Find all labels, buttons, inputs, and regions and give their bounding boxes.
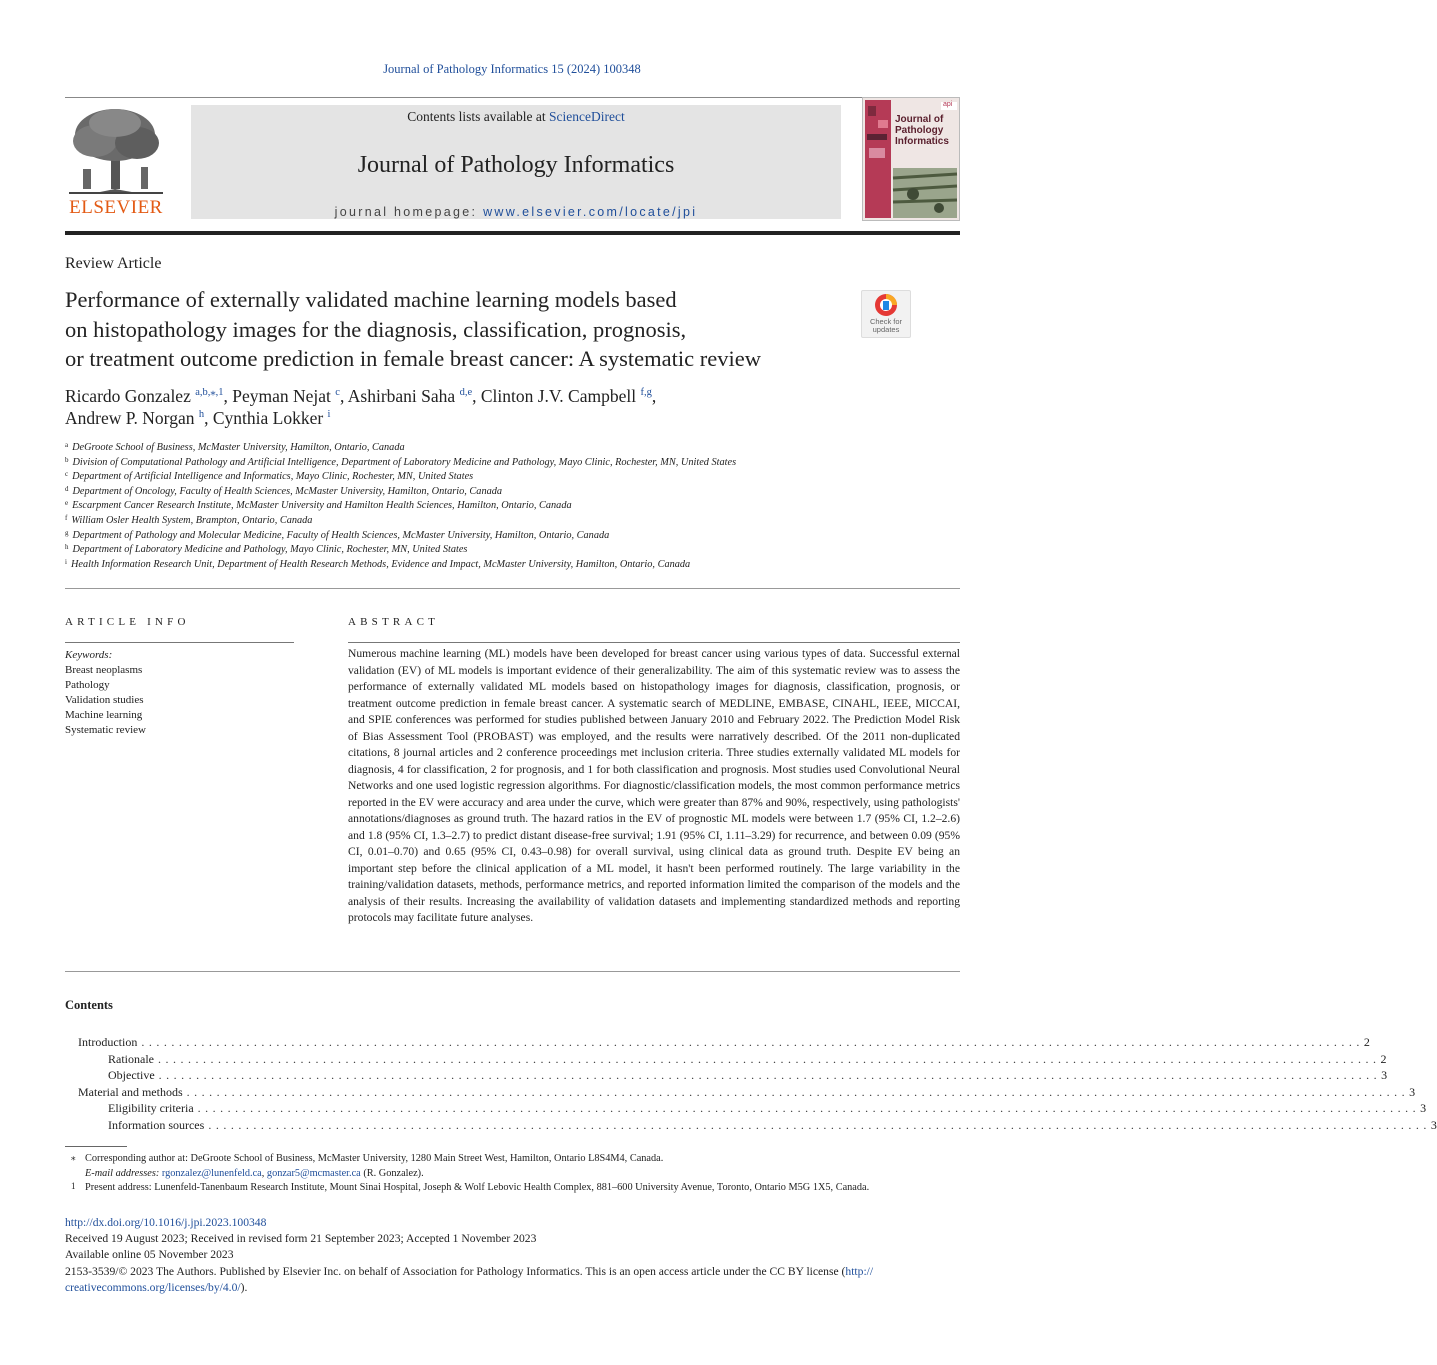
toc-leader: ................................................................................................................................................................... xyxy=(208,1117,1431,1132)
author-affiliation-marks[interactable]: d,e xyxy=(459,387,473,398)
affiliation-mark: d xyxy=(65,484,69,493)
toc-page: 3 xyxy=(1420,1101,1427,1116)
footnote-text: Present address: Lunenfeld-Tanenbaum Research Institute, Mount Sinai Hospital, Joseph & Wolf Lebovic Health Complex, 881–600 University Avenue, Toronto, Ontario M5G 1X5, Canada. xyxy=(85,1182,870,1194)
toc-item[interactable] xyxy=(78,1034,1370,1051)
check-updates-icon xyxy=(862,291,910,319)
toc-label[interactable]: Objective xyxy=(108,1067,159,1084)
article-info-heading: ARTICLE INFO xyxy=(65,616,190,628)
affiliation xyxy=(65,558,960,573)
author-name: Ashirbani Saha xyxy=(347,386,456,406)
license-suffix: ). xyxy=(240,1280,248,1294)
affiliation xyxy=(65,543,960,558)
affiliation-mark: e xyxy=(65,499,69,508)
publication-info xyxy=(65,1215,960,1296)
table-of-contents xyxy=(78,1034,1437,1134)
author-affiliation-marks[interactable]: i xyxy=(327,409,331,420)
affiliation-text: Health Information Research Unit, Department of Health Research Methods, Evidence and Impact, McMaster University, Hamilton, Ontario, Canada xyxy=(70,558,691,570)
keyword: Systematic review xyxy=(65,724,146,736)
toc-leader: ................................................................................................................................................................... xyxy=(197,1101,1421,1116)
author-separator: , xyxy=(651,386,657,406)
toc-leader: ................................................................................................................................................................... xyxy=(158,1068,1382,1083)
email-label: E-mail addresses: xyxy=(85,1167,160,1179)
affiliation-mark: i xyxy=(65,557,67,566)
affiliation-mark: f xyxy=(65,513,68,522)
email-footnote xyxy=(65,1167,965,1182)
affiliation-text: Division of Computational Pathology and Artificial Intelligence, Department of Laboratory Medicine and Pathology, Mayo Clinic, Rochester, MN, United States xyxy=(72,456,737,468)
affiliation xyxy=(65,499,960,514)
toc-item[interactable] xyxy=(78,1117,1437,1134)
elsevier-tree-icon xyxy=(65,105,167,197)
license-statement xyxy=(65,1264,960,1296)
abstract-text: Numerous machine learning (ML) models have been developed for breast cancer using various types of data. Successful external validation (EV) of ML models is important evidence of their generalizability. The aim of this systematic review was to assess the performance of externally validated ML models based on histopathology images for diagnosis, classification, prognosis, or treatment outcome prediction in female breast cancer. A systematic search of MEDLINE, EMBASE, CINAHL, IEEE, MICCAI, and SPIE conferences was performed for studies published between January 2010 and February 2022. The Prediction Model Risk of Bias Assessment Tool (PROBAST) was employed, and the results were narratively described. Of the 2011 non-duplicated citations, 8 journal articles and 2 conference proceedings met inclusion criteria. Three studies externally validated ML models for diagnosis, 4 for classification, 2 for prognosis, and 1 for both classification and prognosis. Most studies used Convolutional Neural Networks and one used logistic regression algorithms. For diagnostic/classification models, the most common performance metrics reported in the EV were accuracy and area under the curve, which were greater than 87% and 90%, respectively, using pathologists' annotations/diagnoses as ground truth. The hazard ratios in the EV of prognostic ML models were between 1.7 (95% CI, 1.2–2.6) and 1.8 (95% CI, 1.3–2.7) to predict distant disease-free survival; 1.91 (95% CI, 1.11–3.29) for recurrence, and between 0.09 (95% CI, 0.01–0.70) and 0.65 (95% CI, 0.43–0.98) for overall survival, using clinical data as ground truth. Despite EV being an important step before the clinical application of a ML model, it hasn't been performed routinely. The large variability in the training/validation datasets, methods, performance metrics, and reported information limited the comparison of the models and the analysis of their results. Increasing the availability of validation datasets and implementing standardized methods and reporting protocols may facilitate future analyses. xyxy=(348,647,960,924)
contents-prefix: Contents lists available at xyxy=(407,109,549,124)
email-separator: , xyxy=(261,1167,267,1179)
toc-item[interactable] xyxy=(78,1051,1387,1068)
article-title xyxy=(65,285,855,374)
affiliation xyxy=(65,485,960,500)
affiliation-mark: a xyxy=(65,441,69,449)
affiliation-mark: h xyxy=(65,543,69,552)
present-address-footnote xyxy=(65,1181,965,1196)
elsevier-logo[interactable] xyxy=(65,105,167,219)
journal-homepage xyxy=(191,205,841,219)
toc-label[interactable]: Rationale xyxy=(108,1051,158,1068)
affiliations xyxy=(65,441,960,572)
homepage-label: journal homepage: xyxy=(334,205,484,219)
header-divider xyxy=(65,97,960,98)
author-separator: , xyxy=(223,386,228,406)
author[interactable] xyxy=(481,386,656,406)
abstract-heading: ABSTRACT xyxy=(348,616,440,628)
journal-banner xyxy=(191,105,841,219)
received-dates: Received 19 August 2023; Received in revised form 21 September 2023; Accepted 1 November 2023 xyxy=(65,1232,537,1246)
footnote-mark: 1 xyxy=(71,1181,76,1192)
homepage-link[interactable]: www.elsevier.com/locate/jpi xyxy=(483,205,698,219)
check-for-updates-button[interactable] xyxy=(861,290,911,338)
license-text: 2153-3539/© 2023 The Authors. Published by Elsevier Inc. on behalf of Association for Pathology Informatics. This is an open access article under the CC BY license ( xyxy=(65,1264,846,1278)
affiliation-text: Department of Laboratory Medicine and Pathology, Mayo Clinic, Rochester, MN, United States xyxy=(72,544,468,556)
corresponding-footnote xyxy=(65,1152,965,1167)
available-online: Available online 05 November 2023 xyxy=(65,1248,234,1262)
license-link[interactable]: creativecommons.org/licenses/by/4.0/ xyxy=(65,1280,241,1294)
affiliation-text: Department of Pathology and Molecular Medicine, Faculty of Health Sciences, McMaster University, Hamilton, Ontario, Canada xyxy=(72,529,610,541)
toc-page: 2 xyxy=(1380,1051,1387,1066)
affiliation xyxy=(65,441,960,456)
contents-available xyxy=(191,109,841,125)
author-separator: , xyxy=(339,386,345,406)
affiliation xyxy=(65,529,960,544)
toc-page: 3 xyxy=(1430,1117,1437,1132)
author[interactable] xyxy=(232,386,344,406)
toc-page: 2 xyxy=(1363,1035,1370,1049)
toc-label[interactable]: Introduction xyxy=(78,1034,141,1051)
author-name: Andrew P. Norgan xyxy=(65,408,195,428)
author[interactable] xyxy=(65,386,228,406)
author-affiliation-marks[interactable]: h xyxy=(198,409,205,420)
footnote-rule xyxy=(65,1146,127,1147)
toc-leader: ................................................................................................................................................................... xyxy=(157,1051,1381,1066)
author[interactable] xyxy=(348,386,477,406)
email-link[interactable]: gonzar5@mcmaster.ca xyxy=(266,1167,361,1179)
footnote-mark: ⁎ xyxy=(71,1152,76,1162)
author-affiliation-marks[interactable]: c xyxy=(335,387,340,398)
affiliation-mark: g xyxy=(65,528,69,537)
affiliation xyxy=(65,514,960,529)
keyword: Breast neoplasms xyxy=(65,664,143,676)
title-line-3: or treatment outcome prediction in female breast cancer: A systematic review xyxy=(65,346,761,371)
abstract-rule xyxy=(348,642,960,643)
contents-heading: Contents xyxy=(65,998,113,1012)
toc-page: 3 xyxy=(1381,1068,1388,1083)
keywords-label: Keywords: xyxy=(65,649,113,661)
author-separator: , xyxy=(472,386,477,406)
cover-title-line3: Informatics xyxy=(895,136,949,147)
keyword: Machine learning xyxy=(65,709,143,721)
title-line-2: on histopathology images for the diagnosis, classification, prognosis, xyxy=(65,316,687,342)
author-separator: , xyxy=(204,408,209,428)
affiliation xyxy=(65,470,960,485)
affiliation-text: Department of Artificial Intelligence and Informatics, Mayo Clinic, Rochester, MN, United States xyxy=(72,471,474,483)
affiliation-mark: b xyxy=(65,455,69,464)
author-list xyxy=(65,385,945,429)
title-line-1: Performance of externally validated machine learning models based xyxy=(65,287,677,312)
author-name: Clinton J.V. Campbell xyxy=(480,386,637,406)
cover-title-line1: Journal of xyxy=(895,114,944,125)
article-type: Review Article xyxy=(65,255,162,272)
check-updates-line2: updates xyxy=(872,325,900,334)
author-name: Cynthia Lokker xyxy=(212,408,324,428)
affiliation-text: William Osler Health System, Brampton, Ontario, Canada xyxy=(71,514,313,526)
author-name: Ricardo Gonzalez xyxy=(65,386,191,406)
toc-item[interactable] xyxy=(78,1067,1388,1084)
email-suffix: (R. Gonzalez). xyxy=(360,1167,424,1179)
affiliation-text: DeGroote School of Business, McMaster University, Hamilton, Ontario, Canada xyxy=(72,442,405,453)
section-divider xyxy=(65,971,960,972)
affiliation-text: Department of Oncology, Faculty of Health Sciences, McMaster University, Hamilton, Ontario, Canada xyxy=(72,485,503,497)
toc-leader: ................................................................................................................................................................... xyxy=(186,1084,1410,1099)
toc-label[interactable]: Information sources xyxy=(108,1117,208,1134)
toc-item[interactable] xyxy=(78,1100,1427,1117)
toc-item[interactable] xyxy=(78,1084,1416,1101)
keyword: Validation studies xyxy=(65,694,144,706)
cover-title-line2: Pathology xyxy=(895,125,944,136)
author[interactable] xyxy=(213,408,331,428)
elsevier-wordmark: ELSEVIER xyxy=(69,197,163,218)
article-info-rule xyxy=(65,642,294,643)
check-updates-line1: Check for xyxy=(869,317,903,326)
keywords xyxy=(65,648,146,738)
email-link[interactable]: rgonzalez@lunenfeld.ca xyxy=(161,1167,262,1179)
journal-cover[interactable] xyxy=(862,97,960,221)
affiliation-mark: c xyxy=(65,470,69,479)
journal-title: Journal of Pathology Informatics xyxy=(357,152,675,178)
toc-label[interactable]: Material and methods xyxy=(78,1084,187,1101)
header-thick-rule xyxy=(65,231,960,235)
affiliation-text: Escarpment Cancer Research Institute, McMaster University and Hamilton Health Sciences, Hamilton, Ontario, Canada xyxy=(72,500,572,512)
author-affiliation-marks[interactable]: f,g xyxy=(640,387,652,398)
author-affiliation-marks[interactable]: a,b,⁎,1 xyxy=(195,387,224,398)
keyword: Pathology xyxy=(65,679,110,691)
author[interactable] xyxy=(65,408,208,428)
toc-page: 3 xyxy=(1409,1084,1416,1099)
section-divider xyxy=(65,588,960,589)
affiliation xyxy=(65,456,960,471)
footnote-text: Corresponding author at: DeGroote School of Business, McMaster University, 1280 Main Street West, Hamilton, Ontario L8S4M4, Canada. xyxy=(85,1153,664,1164)
toc-leader: ................................................................................................................................................................... xyxy=(141,1035,1364,1049)
footnotes xyxy=(65,1152,965,1196)
toc-label[interactable]: Eligibility criteria xyxy=(108,1100,198,1117)
sciencedirect-link[interactable]: ScienceDirect xyxy=(549,109,625,124)
journal-reference[interactable]: Journal of Pathology Informatics 15 (2024) 100348 xyxy=(383,62,641,76)
cover-title xyxy=(895,114,957,147)
check-updates-label xyxy=(862,318,910,334)
author-name: Peyman Nejat xyxy=(232,386,331,406)
license-link[interactable]: http:// xyxy=(845,1264,874,1278)
cover-badge: api xyxy=(943,101,953,108)
doi-link[interactable]: http://dx.doi.org/10.1016/j.jpi.2023.100348 xyxy=(65,1216,267,1229)
